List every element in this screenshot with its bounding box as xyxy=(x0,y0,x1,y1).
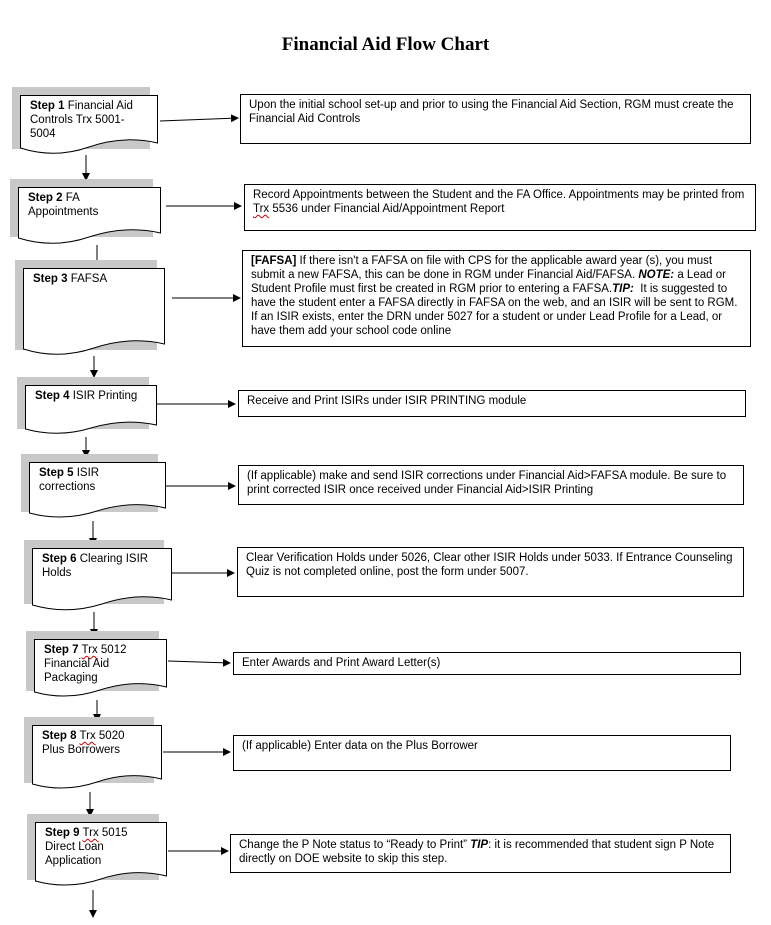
step-3-box xyxy=(23,268,165,358)
step-7-description: Enter Awards and Print Award Letter(s) xyxy=(233,652,741,675)
step-8-label: Step 8 Trx 5020 Plus Borrowers xyxy=(42,730,125,756)
step-1-description: Upon the initial school set-up and prior to using the Financial Aid Section, RGM must create the Financial Aid Controls xyxy=(240,94,751,144)
step-7-box xyxy=(34,639,167,699)
arrow-step1-to-desc xyxy=(160,118,238,121)
step-9-label: Step 9 Trx 5015 Direct Loan Application xyxy=(45,827,128,867)
step-5-label: Step 5 ISIR corrections xyxy=(39,467,100,493)
step-9-box xyxy=(35,822,167,888)
step-9-description: Change the P Note status to “Ready to Print” TIP: it is recommended that student sign P Note directly on DOE website to skip this step. xyxy=(230,834,731,873)
step-3-label: Step 3 FAFSA xyxy=(33,273,108,285)
step-3-description: [FAFSA] If there isn't a FAFSA on file with CPS for the applicable award year (s), you must submit a new FAFSA, this can be done in RGM under Financial Aid/FAFSA. NOTE: a Lead or Student Profile must first be created in RGM prior to entering a FAFSA.TIP: It is suggested to have the student enter a FAFSA directly in FAFSA on the web, and an ISIR will be sent to RGM. If an ISIR exists, enter the DRN under 5027 for a student or under Lead Profile for a Lead, or have them add your school code online xyxy=(242,250,751,347)
step-5-box xyxy=(29,462,166,520)
step-7-label: Step 7 Trx 5012 Financial Aid Packaging xyxy=(44,644,127,684)
step-8-description: (If applicable) Enter data on the Plus Borrower xyxy=(233,735,731,771)
step-2-label: Step 2 FA Appointments xyxy=(28,192,99,218)
arrow-step7-to-desc xyxy=(168,661,230,663)
step-1-box xyxy=(20,95,158,157)
step-6-box xyxy=(32,548,172,612)
step-5-description: (If applicable) make and send ISIR corrections under Financial Aid>FAFSA module. Be sure to print corrected ISIR once received under Financial Aid>ISIR Printing xyxy=(238,465,744,505)
step-4-label: Step 4 ISIR Printing xyxy=(35,390,138,402)
step-2-box xyxy=(18,187,161,245)
step-2-description: Record Appointments between the Student and the FA Office. Appointments may be printed from Trx 5536 under Financial Aid/Appointment Report xyxy=(244,184,756,231)
step-1-label: Step 1 Financial Aid Controls Trx 5001-5004 xyxy=(30,100,133,140)
step-6-label: Step 6 Clearing ISIR Holds xyxy=(42,553,149,579)
step-8-box xyxy=(32,725,162,791)
step-4-box xyxy=(25,385,157,437)
step-6-description: Clear Verification Holds under 5026, Clear other ISIR Holds under 5033. If Entrance Counseling Quiz is not completed online, post the form under 5007. xyxy=(237,547,744,597)
step-4-description: Receive and Print ISIRs under ISIR PRINTING module xyxy=(238,390,746,417)
page-title: Financial Aid Flow Chart xyxy=(281,34,490,55)
